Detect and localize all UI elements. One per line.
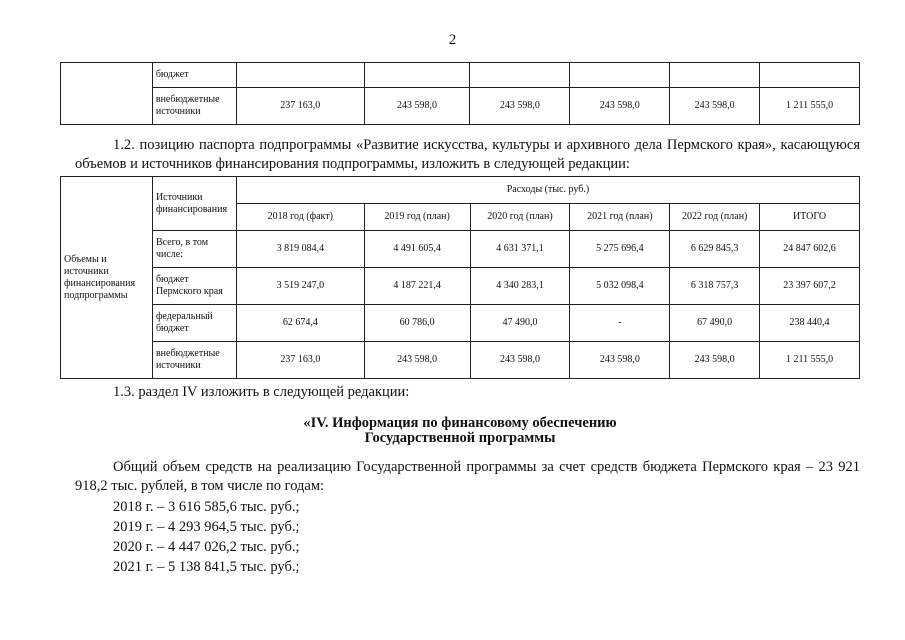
main-financing-table <box>60 176 860 379</box>
value-cell: 243 598,0 <box>470 342 570 379</box>
value-cell: 243 598,0 <box>470 88 570 125</box>
value-cell <box>760 63 860 88</box>
paragraph-1-2: 1.2. позицию паспорта подпрограммы «Развитие искусства, культуры и архивного дела Пермского края», касающуюся объемов и источников финансирования подпрограммы, изложить в следующей редакции: <box>75 137 860 172</box>
row-label-cell: Объемы и источники финансирования подпрограммы <box>61 177 153 379</box>
column-header: 2021 год (план) <box>570 204 670 231</box>
section-heading-line: Государственной программы <box>364 430 556 446</box>
column-header: ИТОГО <box>760 204 860 231</box>
section-heading-line: «IV. Информация по финансовому обеспечению <box>303 415 617 431</box>
value-cell: 47 490,0 <box>470 305 570 342</box>
value-cell: - <box>570 305 670 342</box>
table-row <box>61 231 860 268</box>
column-header: 2022 год (план) <box>670 204 760 231</box>
value-cell: 4 187 221,4 <box>364 268 470 305</box>
column-header: 2018 год (факт) <box>236 204 364 231</box>
value-cell: 238 440,4 <box>760 305 860 342</box>
paragraph-total: Общий объем средств на реализацию Государственной программы за счет средств бюджета Пермского края – 23 921 918,2 тыс. рублей, в том числе по годам: <box>75 459 860 494</box>
page-number: 2 <box>448 32 457 48</box>
list-item: 2020 г. – 4 447 026,2 тыс. руб.; <box>113 539 300 555</box>
column-header: 2019 год (план) <box>364 204 470 231</box>
table-row <box>61 342 860 379</box>
value-cell: 5 032 098,4 <box>570 268 670 305</box>
table-row <box>61 268 860 305</box>
value-cell: 62 674,4 <box>236 305 364 342</box>
list-item: 2018 г. – 3 616 585,6 тыс. руб.; <box>113 499 300 515</box>
source-cell: бюджет Пермского края <box>152 268 236 305</box>
value-cell: 1 211 555,0 <box>760 88 860 125</box>
value-cell: 1 211 555,0 <box>760 342 860 379</box>
value-cell: 243 598,0 <box>570 88 670 125</box>
value-cell: 24 847 602,6 <box>760 231 860 268</box>
value-cell <box>470 63 570 88</box>
row-label-cell <box>61 63 153 125</box>
list-item: 2021 г. – 5 138 841,5 тыс. руб.; <box>113 559 300 575</box>
table-row <box>61 305 860 342</box>
source-header: Источники финансирования <box>152 177 236 231</box>
value-cell: 5 275 696,4 <box>570 231 670 268</box>
value-cell: 6 629 845,3 <box>670 231 760 268</box>
value-cell <box>236 63 364 88</box>
value-cell: 237 163,0 <box>236 88 364 125</box>
column-header: 2020 год (план) <box>470 204 570 231</box>
value-cell: 60 786,0 <box>364 305 470 342</box>
source-cell: внебюджетные источники <box>152 342 236 379</box>
value-cell: 4 340 283,1 <box>470 268 570 305</box>
source-cell: бюджет <box>152 63 236 88</box>
section-heading <box>60 416 860 446</box>
value-cell: 243 598,0 <box>670 342 760 379</box>
value-cell: 4 631 371,1 <box>470 231 570 268</box>
list-item: 2019 г. – 4 293 964,5 тыс. руб.; <box>113 519 300 535</box>
paragraph-1-3: 1.3. раздел IV изложить в следующей редакции: <box>113 384 410 400</box>
table-header-row <box>61 177 860 204</box>
table-row <box>61 63 860 88</box>
value-cell <box>364 63 470 88</box>
value-cell: 243 598,0 <box>570 342 670 379</box>
value-cell: 243 598,0 <box>670 88 760 125</box>
value-cell: 6 318 757,3 <box>670 268 760 305</box>
value-cell: 237 163,0 <box>236 342 364 379</box>
table-row <box>61 88 860 125</box>
value-cell: 4 491 605,4 <box>364 231 470 268</box>
value-cell: 3 519 247,0 <box>236 268 364 305</box>
expenses-header: Расходы (тыс. руб.) <box>236 177 859 204</box>
value-cell: 243 598,0 <box>364 342 470 379</box>
value-cell <box>670 63 760 88</box>
source-cell: федеральный бюджет <box>152 305 236 342</box>
value-cell <box>570 63 670 88</box>
value-cell: 3 819 084,4 <box>236 231 364 268</box>
top-financing-table <box>60 62 860 125</box>
year-list <box>113 497 513 577</box>
source-cell: Всего, в том числе: <box>152 231 236 268</box>
value-cell: 23 397 607,2 <box>760 268 860 305</box>
value-cell: 67 490,0 <box>670 305 760 342</box>
source-cell: внебюджетные источники <box>152 88 236 125</box>
value-cell: 243 598,0 <box>364 88 470 125</box>
